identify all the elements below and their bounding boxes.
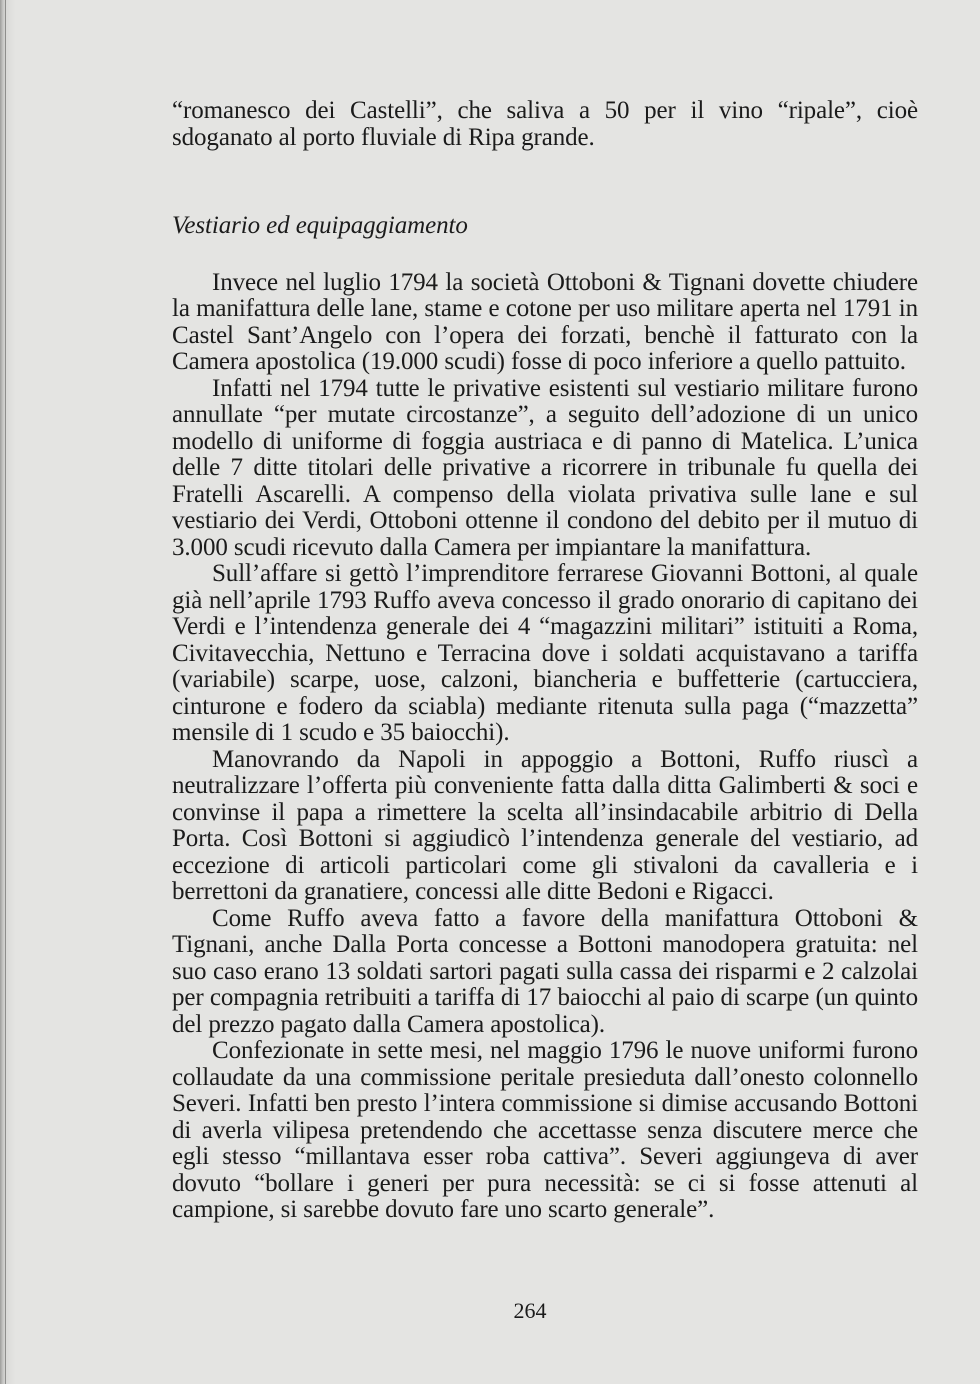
binding-line [5,0,6,1384]
page-number: 264 [513,1298,547,1323]
opening-paragraph: “romanesco dei Castelli”, che saliva a 50 per il vino “ripale”, cioè sdoganato al porto fluviale di Ripa grande. [172,97,918,151]
paragraph: Come Ruffo aveva fatto a favore della manifattura Ottoboni & Tignani, anche Dalla Porta concesse a Bottoni manodopera gratuita: nel suo caso erano 13 soldati sartori pagati sulla cassa dei risparmi e 2 calzolai per compagnia retribuiti a tariffa di 17 baiocchi al paio di scarpe (un quinto del prezzo pagato dalla Camera apostolica). [172,904,918,1038]
paragraph: Confezionate in sette mesi, nel maggio 1796 le nuove uniformi furono collaudate da una commissione peritale presieduta dall’onesto colonnello Severi. Infatti ben presto l’intera commissione si dimise accusando Bottoni di averla vilipesa pretendendo che accettasse senza discutere merce che egli stesso “millantava esser roba cattiva”. Severi aggiungeva di aver dovuto “bollare i generi per pura necessità: se ci si fosse attenuti al campione, si sarebbe dovuto fare uno scarto generale”. [172,1037,918,1223]
paragraph: Infatti nel 1794 tutte le privative esistenti sul vestiario militare furono annullate “per mutate circostanze”, a seguito dell’adozione di un unico modello di uniforme di foggia austriaca e di panno di Matelica. L’unica delle 7 ditte titolari delle privative a ricorrere in tribunale fu quella dei Fratelli Ascarelli. A compenso della violata privativa sulle lane e sul vestiario dei Verdi, Ottoboni ottenne il condono del debito per il mutuo di 3.000 scudi ricevuto dalla Camera per impiantare la manifattura. [172,374,918,561]
body-text [172,98,918,1224]
binding-edge [0,0,16,1384]
section-heading: Vestiario ed equipaggiamento [172,212,468,239]
paragraph: Manovrando da Napoli in appoggio a Bottoni, Ruffo riuscì a neutralizzare l’offerta più conveniente fatta dalla ditta Galimberti & soci e convinse il papa a rimettere la scelta all’insindacabile arbitrio di Della Porta. Così Bottoni si aggiudicò l’intendenza generale del vestiario, ad eccezione di articoli particolari come gli stivaloni da cavalleria e i berrettoni da granatiere, concessi alle ditte Bedoni e Rigacci. [172,745,918,905]
paragraph: Sull’affare si gettò l’imprenditore ferrarese Giovanni Bottoni, al quale già nell’aprile 1793 Ruffo aveva concesso il grado onorario di capitano dei Verdi e l’intendenza generale dei 4 “magazzini militari” istituiti a Roma, Civitavecchia, Nettuno e Terracina dove i soldati acquistavano a tariffa (variabile) scarpe, uose, calzoni, biancheria e buffetterie (cartucciera, cinturone e fodero da sciabla) mediante ritenuta sulla paga (“mazzetta” mensile di 1 scudo e 35 baiocchi). [172,560,918,746]
paragraph: Invece nel luglio 1794 la società Ottoboni & Tignani dovette chiudere la manifattura delle lane, stame e cotone per uso militare aperta nel 1791 in Castel Sant’Angelo con l’opera dei forzati, benchè il fatturato con la Camera apostolica (19.000 scudi) fosse di poco inferiore a quello pattuito. [172,268,918,375]
